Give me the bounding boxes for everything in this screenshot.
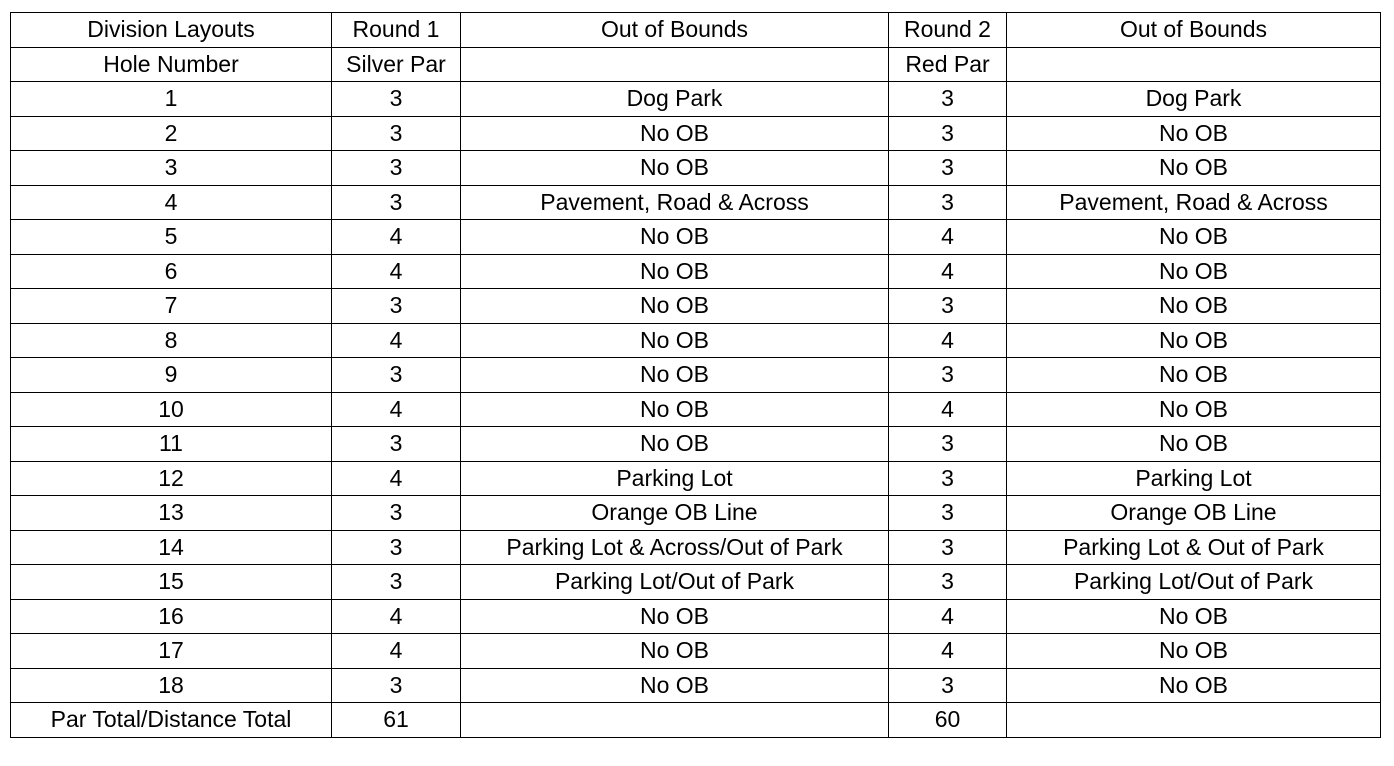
round-1-ob-cell: No OB xyxy=(461,289,889,324)
round-2-par-cell: 3 xyxy=(889,496,1007,531)
header-out-of-bounds-2: Out of Bounds xyxy=(1007,13,1381,48)
hole-number-cell: 10 xyxy=(11,392,332,427)
round-1-par-cell: 4 xyxy=(332,254,461,289)
header-division-layouts: Division Layouts xyxy=(11,13,332,48)
header-row-1 xyxy=(11,13,1381,48)
round-2-ob-cell: No OB xyxy=(1007,599,1381,634)
header-empty-ob-1 xyxy=(461,47,889,82)
header-row-2 xyxy=(11,47,1381,82)
round-2-par-cell: 4 xyxy=(889,634,1007,669)
round-2-ob-cell: No OB xyxy=(1007,116,1381,151)
round-2-par-total-cell: 60 xyxy=(889,703,1007,738)
round-2-ob-cell: Parking Lot/Out of Park xyxy=(1007,565,1381,600)
round-1-par-cell: 3 xyxy=(332,530,461,565)
round-1-ob-cell: No OB xyxy=(461,151,889,186)
round-2-par-cell: 3 xyxy=(889,82,1007,117)
round-1-ob-total-cell xyxy=(461,703,889,738)
header-out-of-bounds-1: Out of Bounds xyxy=(461,13,889,48)
round-1-ob-cell: Parking Lot & Across/Out of Park xyxy=(461,530,889,565)
round-2-par-cell: 3 xyxy=(889,116,1007,151)
round-1-ob-cell: Pavement, Road & Across xyxy=(461,185,889,220)
hole-number-cell: 8 xyxy=(11,323,332,358)
round-2-par-cell: 3 xyxy=(889,530,1007,565)
hole-number-cell: 6 xyxy=(11,254,332,289)
round-1-ob-cell: No OB xyxy=(461,220,889,255)
round-1-par-cell: 3 xyxy=(332,427,461,462)
hole-number-cell: 12 xyxy=(11,461,332,496)
hole-number-cell: 11 xyxy=(11,427,332,462)
round-2-par-cell: 3 xyxy=(889,461,1007,496)
hole-number-cell: 5 xyxy=(11,220,332,255)
round-1-ob-cell: No OB xyxy=(461,634,889,669)
round-2-par-cell: 3 xyxy=(889,289,1007,324)
round-1-par-cell: 3 xyxy=(332,289,461,324)
round-1-par-cell: 3 xyxy=(332,565,461,600)
table-row xyxy=(11,496,1381,531)
table-row xyxy=(11,289,1381,324)
round-2-ob-cell: No OB xyxy=(1007,634,1381,669)
round-1-par-cell: 3 xyxy=(332,116,461,151)
round-2-ob-cell: No OB xyxy=(1007,151,1381,186)
table-row xyxy=(11,427,1381,462)
round-1-ob-cell: No OB xyxy=(461,392,889,427)
round-2-ob-cell: No OB xyxy=(1007,323,1381,358)
round-2-ob-cell: No OB xyxy=(1007,289,1381,324)
round-1-ob-cell: Parking Lot xyxy=(461,461,889,496)
header-silver-par: Silver Par xyxy=(332,47,461,82)
round-2-par-cell: 3 xyxy=(889,565,1007,600)
round-2-par-cell: 3 xyxy=(889,151,1007,186)
table-row xyxy=(11,634,1381,669)
round-1-par-cell: 4 xyxy=(332,599,461,634)
round-2-ob-cell: No OB xyxy=(1007,668,1381,703)
table-row xyxy=(11,151,1381,186)
round-1-ob-cell: No OB xyxy=(461,116,889,151)
table-row xyxy=(11,116,1381,151)
round-2-ob-cell: No OB xyxy=(1007,392,1381,427)
round-1-ob-cell: Orange OB Line xyxy=(461,496,889,531)
round-2-ob-cell: No OB xyxy=(1007,254,1381,289)
hole-number-cell: 7 xyxy=(11,289,332,324)
round-2-par-cell: 3 xyxy=(889,358,1007,393)
hole-number-cell: 4 xyxy=(11,185,332,220)
round-2-ob-cell: No OB xyxy=(1007,427,1381,462)
round-2-ob-total-cell xyxy=(1007,703,1381,738)
round-1-par-cell: 3 xyxy=(332,358,461,393)
round-1-par-cell: 3 xyxy=(332,496,461,531)
table-row xyxy=(11,185,1381,220)
table-row xyxy=(11,220,1381,255)
table-row xyxy=(11,461,1381,496)
hole-number-cell: 15 xyxy=(11,565,332,600)
table-row xyxy=(11,323,1381,358)
round-2-ob-cell: Parking Lot & Out of Park xyxy=(1007,530,1381,565)
table-row xyxy=(11,565,1381,600)
division-layouts-table xyxy=(10,12,1381,738)
round-1-ob-cell: No OB xyxy=(461,427,889,462)
hole-number-cell: 2 xyxy=(11,116,332,151)
header-red-par: Red Par xyxy=(889,47,1007,82)
hole-number-cell: 16 xyxy=(11,599,332,634)
round-2-ob-cell: Orange OB Line xyxy=(1007,496,1381,531)
table-row xyxy=(11,392,1381,427)
round-1-par-cell: 3 xyxy=(332,668,461,703)
round-1-ob-cell: No OB xyxy=(461,599,889,634)
round-2-par-cell: 3 xyxy=(889,668,1007,703)
round-2-ob-cell: Dog Park xyxy=(1007,82,1381,117)
round-1-par-cell: 4 xyxy=(332,220,461,255)
round-2-ob-cell: Pavement, Road & Across xyxy=(1007,185,1381,220)
hole-number-cell: 18 xyxy=(11,668,332,703)
round-2-ob-cell: Parking Lot xyxy=(1007,461,1381,496)
round-2-par-cell: 4 xyxy=(889,254,1007,289)
round-1-par-cell: 4 xyxy=(332,461,461,496)
table-row xyxy=(11,599,1381,634)
total-label-cell: Par Total/Distance Total xyxy=(11,703,332,738)
round-1-par-cell: 3 xyxy=(332,151,461,186)
header-empty-ob-2 xyxy=(1007,47,1381,82)
table-body xyxy=(11,13,1381,738)
total-row xyxy=(11,703,1381,738)
round-1-par-cell: 4 xyxy=(332,323,461,358)
round-2-par-cell: 4 xyxy=(889,599,1007,634)
round-1-ob-cell: Parking Lot/Out of Park xyxy=(461,565,889,600)
header-hole-number: Hole Number xyxy=(11,47,332,82)
hole-number-cell: 1 xyxy=(11,82,332,117)
round-1-ob-cell: No OB xyxy=(461,254,889,289)
hole-number-cell: 3 xyxy=(11,151,332,186)
round-1-ob-cell: No OB xyxy=(461,323,889,358)
round-2-par-cell: 4 xyxy=(889,392,1007,427)
round-1-par-cell: 4 xyxy=(332,634,461,669)
round-2-ob-cell: No OB xyxy=(1007,358,1381,393)
round-1-par-cell: 3 xyxy=(332,82,461,117)
round-1-par-total-cell: 61 xyxy=(332,703,461,738)
header-round-2: Round 2 xyxy=(889,13,1007,48)
table-row xyxy=(11,530,1381,565)
hole-number-cell: 9 xyxy=(11,358,332,393)
round-1-par-cell: 4 xyxy=(332,392,461,427)
round-2-ob-cell: No OB xyxy=(1007,220,1381,255)
table-row xyxy=(11,254,1381,289)
hole-number-cell: 17 xyxy=(11,634,332,669)
table-row xyxy=(11,358,1381,393)
hole-number-cell: 14 xyxy=(11,530,332,565)
round-2-par-cell: 3 xyxy=(889,427,1007,462)
header-round-1: Round 1 xyxy=(332,13,461,48)
round-1-par-cell: 3 xyxy=(332,185,461,220)
round-1-ob-cell: No OB xyxy=(461,668,889,703)
round-1-ob-cell: No OB xyxy=(461,358,889,393)
table-row xyxy=(11,82,1381,117)
table-row xyxy=(11,668,1381,703)
round-2-par-cell: 3 xyxy=(889,185,1007,220)
hole-number-cell: 13 xyxy=(11,496,332,531)
round-2-par-cell: 4 xyxy=(889,323,1007,358)
round-2-par-cell: 4 xyxy=(889,220,1007,255)
round-1-ob-cell: Dog Park xyxy=(461,82,889,117)
